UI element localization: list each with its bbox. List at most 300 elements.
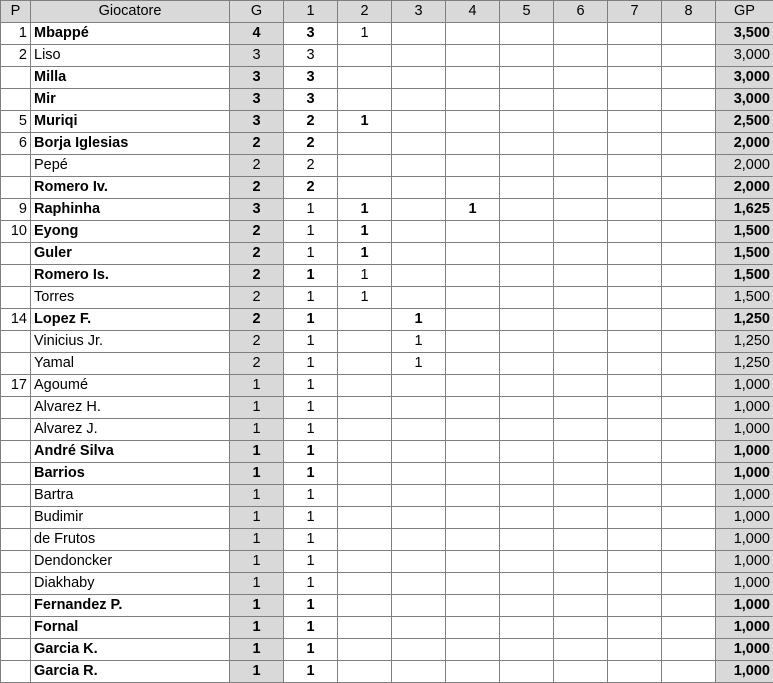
rank-cell — [1, 419, 31, 441]
goals-col-2-cell — [338, 353, 392, 375]
goals-col-3-cell: 1 — [392, 353, 446, 375]
goals-col-7-cell — [608, 243, 662, 265]
goals-col-5-cell — [500, 309, 554, 331]
goals-col-1-cell: 1 — [284, 199, 338, 221]
goals-col-5-cell — [500, 23, 554, 45]
goals-col-4-cell: 1 — [446, 199, 500, 221]
goals-col-3-cell — [392, 419, 446, 441]
goals-col-6-cell — [554, 67, 608, 89]
goals-col-5-cell — [500, 89, 554, 111]
goals-col-2-cell — [338, 155, 392, 177]
goals-col-3-cell: 1 — [392, 309, 446, 331]
goals-col-2-cell — [338, 507, 392, 529]
header-gp: GP — [716, 1, 773, 23]
goals-col-4-cell — [446, 507, 500, 529]
goals-col-5-cell — [500, 463, 554, 485]
header-col-5: 5 — [500, 1, 554, 23]
gp-cell: 3,500 — [716, 23, 773, 45]
goals-col-4-cell — [446, 551, 500, 573]
goals-col-4-cell — [446, 331, 500, 353]
player-name-cell: Torres — [31, 287, 230, 309]
goals-col-7-cell — [608, 639, 662, 661]
goals-col-7-cell — [608, 507, 662, 529]
goals-col-2-cell — [338, 639, 392, 661]
goals-col-4-cell — [446, 397, 500, 419]
goals-col-8-cell — [662, 661, 716, 683]
goals-col-5-cell — [500, 331, 554, 353]
header-col-4: 4 — [446, 1, 500, 23]
player-name-cell: Alvarez J. — [31, 419, 230, 441]
header-col-7: 7 — [608, 1, 662, 23]
goals-col-7-cell — [608, 155, 662, 177]
goals-col-5-cell — [500, 529, 554, 551]
player-name-cell: Barrios — [31, 463, 230, 485]
goals-col-3-cell — [392, 221, 446, 243]
goals-col-1-cell: 2 — [284, 155, 338, 177]
goals-col-6-cell — [554, 551, 608, 573]
goals-col-2-cell — [338, 133, 392, 155]
rank-cell — [1, 243, 31, 265]
goals-col-8-cell — [662, 507, 716, 529]
goals-col-8-cell — [662, 463, 716, 485]
goals-col-3-cell — [392, 133, 446, 155]
goals-col-6-cell — [554, 419, 608, 441]
games-cell: 1 — [230, 441, 284, 463]
gp-cell: 2,500 — [716, 111, 773, 133]
goals-col-2-cell — [338, 485, 392, 507]
games-cell: 1 — [230, 485, 284, 507]
goals-col-4-cell — [446, 89, 500, 111]
goals-col-3-cell — [392, 111, 446, 133]
goals-col-3-cell — [392, 155, 446, 177]
goals-col-1-cell: 1 — [284, 441, 338, 463]
player-name-cell: Raphinha — [31, 199, 230, 221]
table-row — [1, 441, 773, 463]
goals-col-1-cell: 3 — [284, 45, 338, 67]
goals-col-7-cell — [608, 265, 662, 287]
rank-cell — [1, 331, 31, 353]
goals-col-2-cell — [338, 45, 392, 67]
goals-col-3-cell — [392, 265, 446, 287]
goals-col-6-cell — [554, 353, 608, 375]
goals-col-7-cell — [608, 353, 662, 375]
goals-col-7-cell — [608, 111, 662, 133]
goals-col-7-cell — [608, 485, 662, 507]
rank-cell: 1 — [1, 23, 31, 45]
goals-col-8-cell — [662, 529, 716, 551]
goals-col-7-cell — [608, 441, 662, 463]
goals-col-6-cell — [554, 507, 608, 529]
goals-col-4-cell — [446, 177, 500, 199]
goals-col-7-cell — [608, 23, 662, 45]
rank-cell — [1, 265, 31, 287]
gp-cell: 2,000 — [716, 155, 773, 177]
goals-col-7-cell — [608, 551, 662, 573]
rank-cell: 2 — [1, 45, 31, 67]
games-cell: 1 — [230, 573, 284, 595]
goals-col-1-cell: 1 — [284, 529, 338, 551]
table-row — [1, 529, 773, 551]
goals-col-2-cell: 1 — [338, 221, 392, 243]
player-name-cell: Vinicius Jr. — [31, 331, 230, 353]
goals-col-6-cell — [554, 199, 608, 221]
goals-col-5-cell — [500, 485, 554, 507]
goals-col-2-cell: 1 — [338, 23, 392, 45]
games-cell: 3 — [230, 111, 284, 133]
goals-col-6-cell — [554, 573, 608, 595]
rank-cell — [1, 529, 31, 551]
goals-col-7-cell — [608, 375, 662, 397]
goals-col-6-cell — [554, 221, 608, 243]
player-name-cell: Mir — [31, 89, 230, 111]
goals-col-5-cell — [500, 353, 554, 375]
rank-cell: 14 — [1, 309, 31, 331]
header-player: Giocatore — [31, 1, 230, 23]
goals-col-7-cell — [608, 67, 662, 89]
goals-col-8-cell — [662, 485, 716, 507]
player-name-cell: Fornal — [31, 617, 230, 639]
gp-cell: 1,000 — [716, 507, 773, 529]
goals-col-5-cell — [500, 111, 554, 133]
games-cell: 1 — [230, 463, 284, 485]
rank-cell — [1, 617, 31, 639]
goals-col-7-cell — [608, 463, 662, 485]
goals-col-8-cell — [662, 419, 716, 441]
rank-cell — [1, 155, 31, 177]
goals-col-2-cell: 1 — [338, 287, 392, 309]
goals-col-2-cell — [338, 331, 392, 353]
rank-cell: 10 — [1, 221, 31, 243]
goals-col-8-cell — [662, 243, 716, 265]
goals-col-6-cell — [554, 595, 608, 617]
table-row — [1, 67, 773, 89]
player-name-cell: Dendoncker — [31, 551, 230, 573]
goals-col-2-cell — [338, 177, 392, 199]
table-row — [1, 133, 773, 155]
goals-col-6-cell — [554, 265, 608, 287]
goals-col-4-cell — [446, 265, 500, 287]
goals-col-1-cell: 1 — [284, 661, 338, 683]
goals-col-1-cell: 1 — [284, 309, 338, 331]
rank-cell — [1, 463, 31, 485]
table-row — [1, 111, 773, 133]
rank-cell — [1, 177, 31, 199]
goals-col-1-cell: 1 — [284, 463, 338, 485]
goals-col-1-cell: 1 — [284, 507, 338, 529]
table-row — [1, 353, 773, 375]
goals-col-8-cell — [662, 375, 716, 397]
player-name-cell: Alvarez H. — [31, 397, 230, 419]
goals-col-3-cell — [392, 375, 446, 397]
rank-cell — [1, 661, 31, 683]
rank-cell: 6 — [1, 133, 31, 155]
goals-col-2-cell: 1 — [338, 265, 392, 287]
player-name-cell: Mbappé — [31, 23, 230, 45]
goals-col-3-cell — [392, 661, 446, 683]
goals-col-3-cell — [392, 397, 446, 419]
goals-col-8-cell — [662, 595, 716, 617]
games-cell: 1 — [230, 507, 284, 529]
player-name-cell: de Frutos — [31, 529, 230, 551]
goals-col-4-cell — [446, 111, 500, 133]
goals-col-3-cell — [392, 287, 446, 309]
goals-col-2-cell — [338, 573, 392, 595]
games-cell: 2 — [230, 331, 284, 353]
goals-col-2-cell — [338, 419, 392, 441]
goals-col-4-cell — [446, 573, 500, 595]
goals-col-2-cell — [338, 89, 392, 111]
rank-cell: 17 — [1, 375, 31, 397]
goals-col-5-cell — [500, 507, 554, 529]
goals-col-3-cell — [392, 573, 446, 595]
goals-col-7-cell — [608, 177, 662, 199]
goals-col-4-cell — [446, 463, 500, 485]
player-name-cell: Romero Is. — [31, 265, 230, 287]
gp-cell: 1,000 — [716, 573, 773, 595]
goals-col-4-cell — [446, 45, 500, 67]
gp-cell: 1,000 — [716, 551, 773, 573]
table-row — [1, 309, 773, 331]
goals-col-8-cell — [662, 45, 716, 67]
goals-col-4-cell — [446, 133, 500, 155]
header-col-1: 1 — [284, 1, 338, 23]
goals-col-3-cell — [392, 199, 446, 221]
games-cell: 3 — [230, 199, 284, 221]
gp-cell: 1,500 — [716, 221, 773, 243]
games-cell: 3 — [230, 45, 284, 67]
goals-col-8-cell — [662, 133, 716, 155]
goals-col-5-cell — [500, 67, 554, 89]
player-name-cell: Yamal — [31, 353, 230, 375]
player-name-cell: Romero Iv. — [31, 177, 230, 199]
rank-cell — [1, 353, 31, 375]
goals-col-6-cell — [554, 155, 608, 177]
goals-col-8-cell — [662, 617, 716, 639]
goals-col-7-cell — [608, 573, 662, 595]
goals-col-8-cell — [662, 287, 716, 309]
goals-col-3-cell — [392, 639, 446, 661]
goals-col-5-cell — [500, 221, 554, 243]
gp-cell: 3,000 — [716, 45, 773, 67]
games-cell: 1 — [230, 639, 284, 661]
goals-col-5-cell — [500, 177, 554, 199]
header-row — [1, 1, 773, 23]
games-cell: 1 — [230, 375, 284, 397]
table-row — [1, 45, 773, 67]
goals-col-8-cell — [662, 639, 716, 661]
goals-col-3-cell — [392, 441, 446, 463]
goals-col-6-cell — [554, 45, 608, 67]
goals-col-6-cell — [554, 111, 608, 133]
games-cell: 1 — [230, 529, 284, 551]
games-cell: 2 — [230, 309, 284, 331]
games-cell: 1 — [230, 397, 284, 419]
player-name-cell: Bartra — [31, 485, 230, 507]
goals-col-4-cell — [446, 661, 500, 683]
goals-col-6-cell — [554, 639, 608, 661]
goals-col-4-cell — [446, 221, 500, 243]
header-position: P — [1, 1, 31, 23]
goals-col-2-cell — [338, 463, 392, 485]
goals-col-3-cell — [392, 463, 446, 485]
goals-col-1-cell: 2 — [284, 177, 338, 199]
goals-col-7-cell — [608, 133, 662, 155]
rank-cell — [1, 89, 31, 111]
goals-col-3-cell — [392, 89, 446, 111]
goals-col-5-cell — [500, 199, 554, 221]
goals-col-8-cell — [662, 155, 716, 177]
goals-col-5-cell — [500, 375, 554, 397]
table-row — [1, 507, 773, 529]
goals-col-6-cell — [554, 331, 608, 353]
rank-cell — [1, 397, 31, 419]
table-row — [1, 419, 773, 441]
rank-cell — [1, 551, 31, 573]
goals-col-1-cell: 2 — [284, 133, 338, 155]
goals-col-6-cell — [554, 309, 608, 331]
goals-col-4-cell — [446, 23, 500, 45]
gp-cell: 1,000 — [716, 639, 773, 661]
table-row — [1, 243, 773, 265]
header-games: G — [230, 1, 284, 23]
gp-cell: 1,500 — [716, 265, 773, 287]
gp-cell: 1,000 — [716, 441, 773, 463]
table-row — [1, 265, 773, 287]
table-body — [1, 23, 773, 683]
games-cell: 2 — [230, 353, 284, 375]
table-row — [1, 331, 773, 353]
goals-col-6-cell — [554, 397, 608, 419]
goals-col-1-cell: 1 — [284, 331, 338, 353]
player-name-cell: Liso — [31, 45, 230, 67]
games-cell: 1 — [230, 617, 284, 639]
rank-cell — [1, 639, 31, 661]
gp-cell: 1,000 — [716, 485, 773, 507]
gp-cell: 1,250 — [716, 309, 773, 331]
goals-col-7-cell — [608, 529, 662, 551]
goals-col-4-cell — [446, 155, 500, 177]
goals-col-1-cell: 3 — [284, 89, 338, 111]
goals-col-8-cell — [662, 441, 716, 463]
table-row — [1, 463, 773, 485]
table-row — [1, 89, 773, 111]
table-row — [1, 485, 773, 507]
table-row — [1, 177, 773, 199]
goals-col-2-cell — [338, 309, 392, 331]
rank-cell — [1, 573, 31, 595]
rank-cell — [1, 595, 31, 617]
goals-col-1-cell: 1 — [284, 353, 338, 375]
games-cell: 2 — [230, 155, 284, 177]
player-name-cell: Lopez F. — [31, 309, 230, 331]
games-cell: 1 — [230, 551, 284, 573]
goals-col-3-cell — [392, 507, 446, 529]
goals-col-8-cell — [662, 309, 716, 331]
goals-col-7-cell — [608, 331, 662, 353]
player-name-cell: Borja Iglesias — [31, 133, 230, 155]
goals-col-2-cell — [338, 375, 392, 397]
goals-col-6-cell — [554, 287, 608, 309]
goals-col-4-cell — [446, 309, 500, 331]
goals-col-2-cell — [338, 551, 392, 573]
goals-col-5-cell — [500, 287, 554, 309]
table-row — [1, 551, 773, 573]
gp-cell: 1,000 — [716, 397, 773, 419]
header-col-2: 2 — [338, 1, 392, 23]
goals-col-8-cell — [662, 331, 716, 353]
goals-col-7-cell — [608, 595, 662, 617]
goals-col-5-cell — [500, 45, 554, 67]
goals-col-6-cell — [554, 617, 608, 639]
player-name-cell: Budimir — [31, 507, 230, 529]
goals-col-8-cell — [662, 551, 716, 573]
header-col-6: 6 — [554, 1, 608, 23]
table-row — [1, 155, 773, 177]
goals-col-8-cell — [662, 353, 716, 375]
goals-col-6-cell — [554, 23, 608, 45]
goals-col-1-cell: 1 — [284, 485, 338, 507]
goals-col-7-cell — [608, 419, 662, 441]
games-cell: 2 — [230, 177, 284, 199]
goals-col-8-cell — [662, 397, 716, 419]
rank-cell — [1, 287, 31, 309]
player-name-cell: Guler — [31, 243, 230, 265]
gp-cell: 1,250 — [716, 353, 773, 375]
goals-col-6-cell — [554, 133, 608, 155]
goals-col-4-cell — [446, 617, 500, 639]
goals-col-2-cell: 1 — [338, 111, 392, 133]
gp-cell: 1,000 — [716, 617, 773, 639]
goals-col-4-cell — [446, 485, 500, 507]
goals-col-2-cell — [338, 441, 392, 463]
goals-col-4-cell — [446, 353, 500, 375]
rank-cell: 5 — [1, 111, 31, 133]
games-cell: 1 — [230, 661, 284, 683]
goals-col-3-cell — [392, 243, 446, 265]
table-row — [1, 595, 773, 617]
games-cell: 4 — [230, 23, 284, 45]
goals-col-6-cell — [554, 529, 608, 551]
goals-col-4-cell — [446, 67, 500, 89]
player-name-cell: Fernandez P. — [31, 595, 230, 617]
gp-cell: 1,000 — [716, 661, 773, 683]
goals-col-1-cell: 2 — [284, 111, 338, 133]
goals-col-6-cell — [554, 463, 608, 485]
goals-col-4-cell — [446, 639, 500, 661]
player-name-cell: Diakhaby — [31, 573, 230, 595]
goals-col-4-cell — [446, 375, 500, 397]
games-cell: 3 — [230, 67, 284, 89]
table-row — [1, 573, 773, 595]
goals-col-5-cell — [500, 155, 554, 177]
gp-cell: 1,500 — [716, 287, 773, 309]
player-name-cell: Pepé — [31, 155, 230, 177]
goals-col-8-cell — [662, 89, 716, 111]
player-name-cell: Eyong — [31, 221, 230, 243]
goals-col-8-cell — [662, 199, 716, 221]
table-row — [1, 199, 773, 221]
goals-col-7-cell — [608, 89, 662, 111]
goals-col-3-cell: 1 — [392, 331, 446, 353]
goals-col-7-cell — [608, 397, 662, 419]
gp-cell: 1,000 — [716, 595, 773, 617]
goals-col-6-cell — [554, 177, 608, 199]
goals-col-3-cell — [392, 551, 446, 573]
goals-col-3-cell — [392, 45, 446, 67]
goals-col-7-cell — [608, 199, 662, 221]
rank-cell — [1, 507, 31, 529]
goals-col-2-cell: 1 — [338, 199, 392, 221]
